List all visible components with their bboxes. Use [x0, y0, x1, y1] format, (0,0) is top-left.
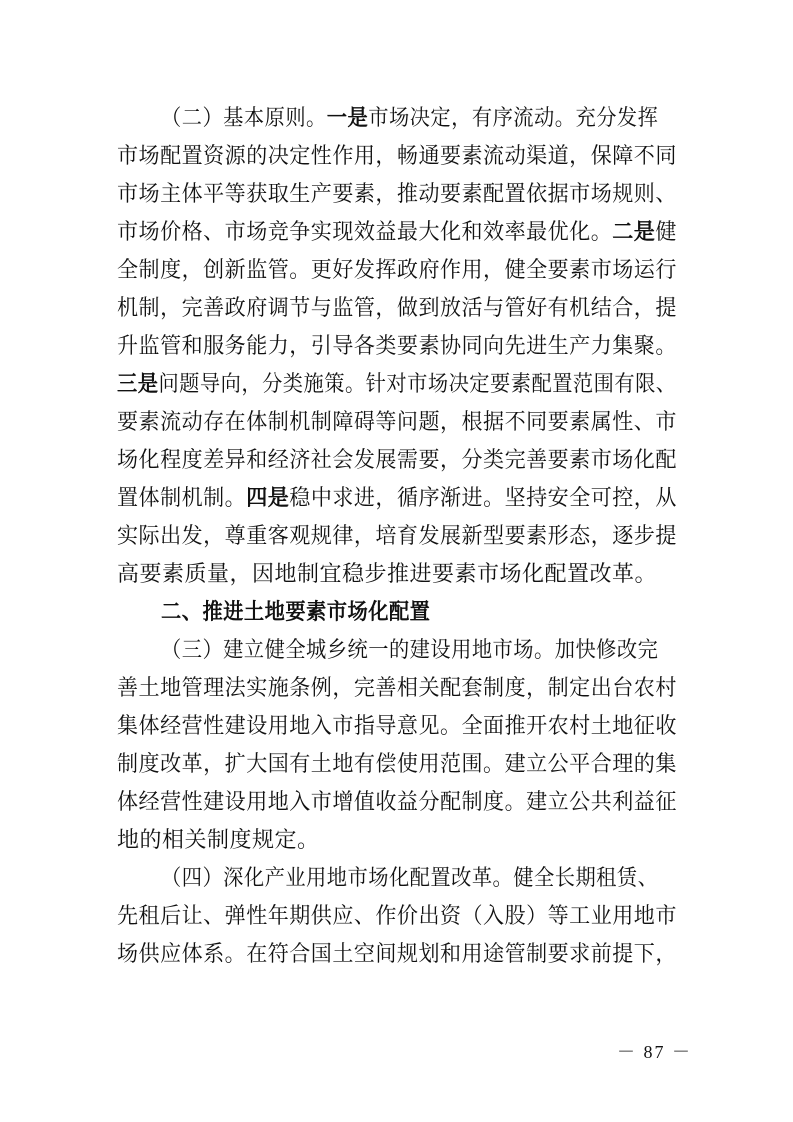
text-line-13	[117, 555, 677, 595]
text-segment: 体经营性建设用地入市增值收益分配制度。建立公共利益征	[117, 790, 677, 815]
text-line-23	[117, 935, 677, 975]
text-segment: 市场配置资源的决定性作用，畅通要素流动渠道，保障不同	[117, 144, 677, 169]
text-line-11	[117, 479, 677, 519]
text-segment: 场供应体系。在符合国土空间规划和用途管制要求前提下，	[117, 942, 677, 967]
emphasis-segment: 三是	[117, 372, 159, 397]
text-line-1	[161, 99, 677, 139]
text-line-10	[117, 441, 677, 481]
text-segment: 市场价格、市场竞争实现效益最大化和效率最优化。	[117, 220, 613, 245]
text-segment: （二）基本原则。	[161, 106, 327, 131]
text-segment: 集体经营性建设用地入市指导意见。全面推开农村土地征收	[117, 714, 677, 739]
emphasis-segment: 四是	[246, 486, 290, 511]
emphasis-segment: 二是	[612, 220, 656, 245]
text-line-22	[117, 897, 677, 937]
text-line-3	[117, 175, 677, 215]
text-line-18	[117, 745, 677, 785]
text-line-4	[117, 213, 677, 253]
section-heading	[161, 593, 677, 633]
text-segment: （四）深化产业用地市场化配置改革。健全长期租赁、	[161, 866, 659, 891]
text-segment: 置体制机制。	[117, 486, 247, 511]
text-line-15	[161, 631, 677, 671]
text-segment: 要素流动存在体制机制障碍等问题，根据不同要素属性、市	[117, 410, 677, 435]
text-line-12	[117, 517, 677, 557]
text-line-21	[161, 859, 677, 899]
text-line-2	[117, 137, 677, 177]
text-line-16	[117, 669, 677, 709]
text-segment: 稳中求进，循序渐进。坚持安全可控，从	[289, 486, 677, 511]
text-segment: 高要素质量，因地制宜稳步推进要素市场化配置改革。	[117, 562, 658, 587]
text-segment: 升监管和服务能力，引导各类要素协同向先进生产力集聚。	[117, 334, 677, 359]
text-segment: 地的相关制度规定。	[117, 828, 320, 853]
text-segment: 先租后让、弹性年期供应、作价出资（入股）等工业用地市	[117, 904, 677, 929]
page-number: － 87 －	[617, 1042, 692, 1062]
text-segment: 问题导向，分类施策。针对市场决定要素配置范围有限、	[158, 372, 677, 397]
text-segment: 市场决定，有序流动。充分发挥	[368, 106, 659, 131]
text-segment: 实际出发，尊重客观规律，培育发展新型要素形态，逐步提	[117, 524, 677, 549]
text-segment: 制度改革，扩大国有土地有偿使用范围。建立公平合理的集	[117, 752, 677, 777]
text-segment: 全制度，创新监管。更好发挥政府作用，健全要素市场运行	[117, 258, 677, 283]
text-line-8	[117, 365, 677, 405]
emphasis-segment: 一是	[326, 106, 369, 131]
text-segment: 场化程度差异和经济社会发展需要，分类完善要素市场化配	[117, 448, 677, 473]
text-line-20	[117, 821, 677, 861]
text-line-7	[117, 327, 677, 367]
heading-text: 二、推进土地要素市场化配置	[161, 600, 431, 625]
text-segment: 机制，完善政府调节与监管，做到放活与管好有机结合，提	[117, 296, 677, 321]
text-segment: （三）建立健全城乡统一的建设用地市场。加快修改完	[161, 638, 659, 663]
text-segment: 健	[655, 220, 677, 245]
text-segment: 市场主体平等获取生产要素，推动要素配置依据市场规则、	[117, 182, 677, 207]
text-segment: 善土地管理法实施条例，完善相关配套制度，制定出台农村	[117, 676, 677, 701]
text-line-5	[117, 251, 677, 291]
text-line-6	[117, 289, 677, 329]
text-line-19	[117, 783, 677, 823]
text-line-9	[117, 403, 677, 443]
text-line-17	[117, 707, 677, 747]
